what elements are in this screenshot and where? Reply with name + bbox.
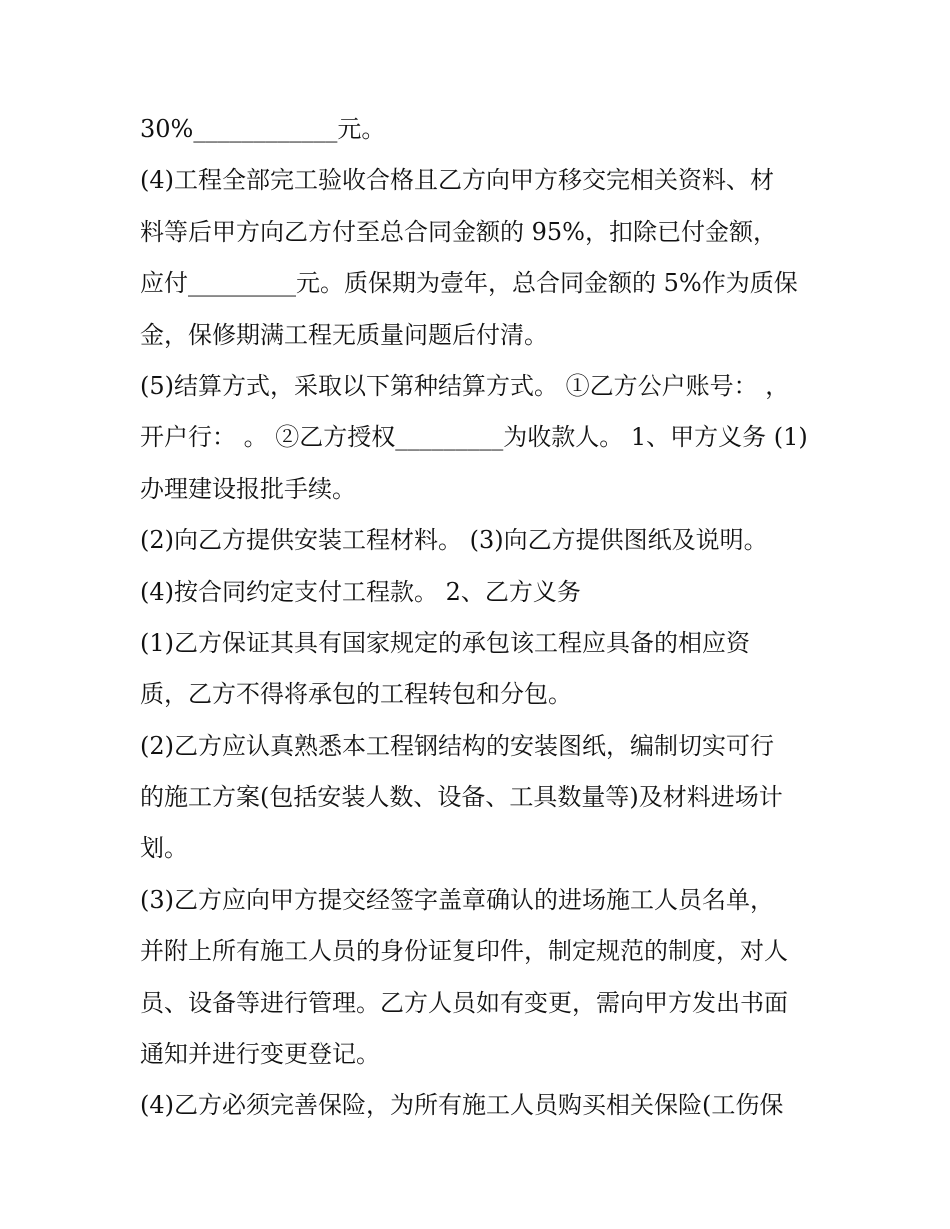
contract-body-text <box>140 104 820 1132</box>
text-line: (2)乙方应认真熟悉本工程钢结构的安装图纸，编制切实可行 <box>140 731 774 760</box>
text-line: 开户行： 。 ②乙方授权_________为收款人。 1、甲方义务 (1) <box>140 423 808 452</box>
text-line: (4)工程全部完工验收合格且乙方向甲方移交完相关资料、材 <box>140 166 774 195</box>
text-line: (1)乙方保证其具有国家规定的承包该工程应具备的相应资 <box>140 628 750 657</box>
text-line: 划。 <box>140 834 188 863</box>
text-line: 办理建设报批手续。 <box>140 474 356 503</box>
text-line: (4)乙方必须完善保险，为所有施工人员购买相关保险(工伤保 <box>140 1091 784 1120</box>
text-line: (3)乙方应向甲方提交经签字盖章确认的进场施工人员名单， <box>140 885 774 914</box>
text-line: (4)按合同约定支付工程款。 2、乙方义务 <box>140 577 581 606</box>
text-line: 应付_________元。质保期为壹年，总合同金额的 5%作为质保 <box>140 269 798 298</box>
text-line: 通知并进行变更登记。 <box>140 1040 380 1069</box>
text-line: 员、设备等进行管理。乙方人员如有变更，需向甲方发出书面 <box>140 988 788 1017</box>
text-line: 金，保修期满工程无质量问题后付清。 <box>140 320 548 349</box>
text-line: 料等后甲方向乙方付至总合同金额的 95%，扣除已付金额， <box>140 217 777 246</box>
text-line: (2)向乙方提供安装工程材料。 (3)向乙方提供图纸及说明。 <box>140 526 768 555</box>
text-line: (5)结算方式，采取以下第种结算方式。 ①乙方公户账号： ， <box>140 371 790 400</box>
text-line: 的施工方案(包括安装人数、设备、工具数量等)及材料进场计 <box>140 783 783 812</box>
text-line: 质，乙方不得将承包的工程转包和分包。 <box>140 680 572 709</box>
text-line: 并附上所有施工人员的身份证复印件，制定规范的制度，对人 <box>140 937 788 966</box>
text-line: 30%____________元。 <box>140 115 386 143</box>
